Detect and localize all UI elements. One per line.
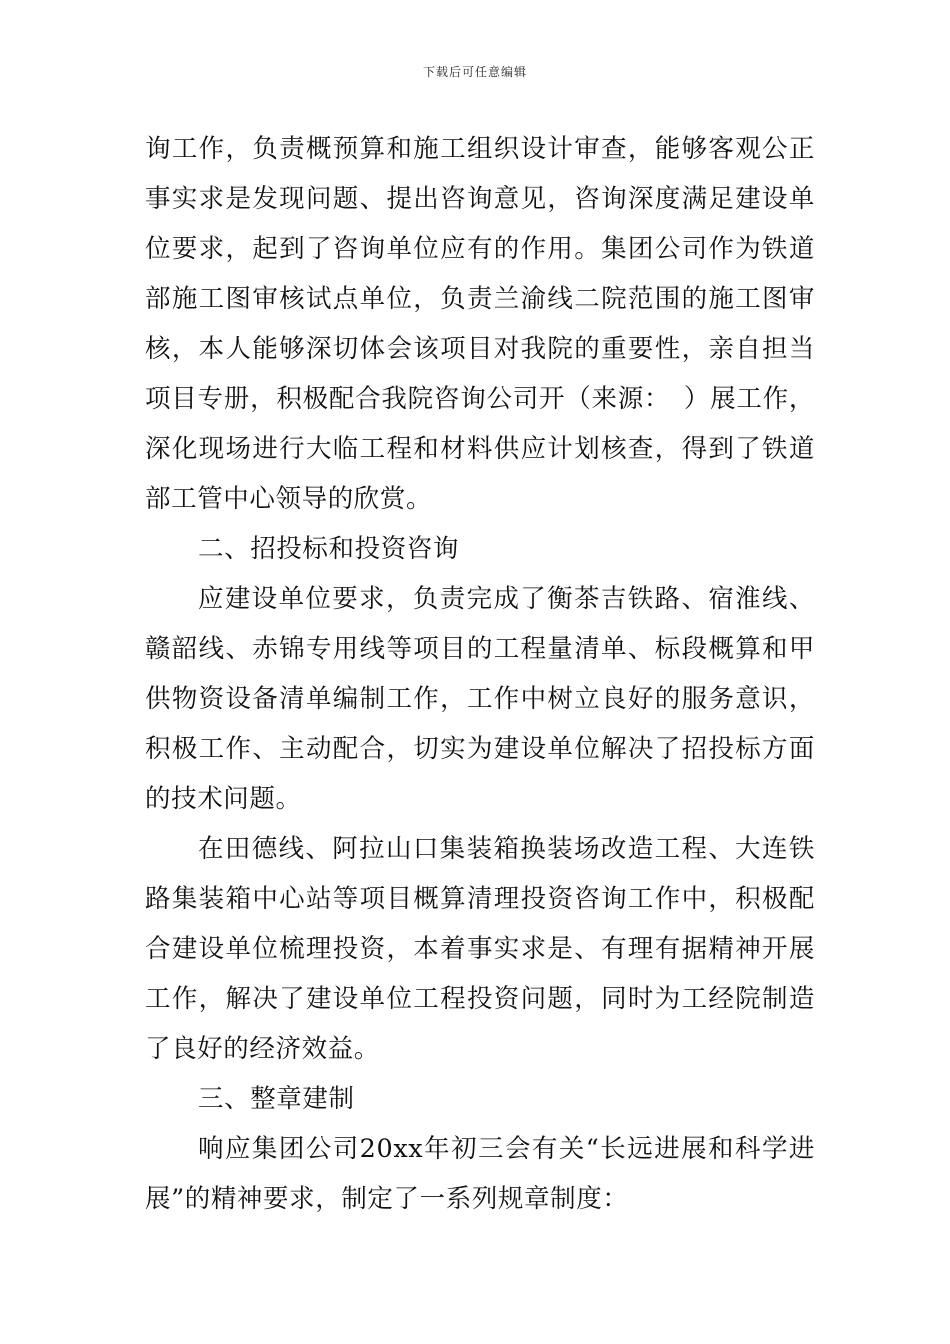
section-heading-regulations: 三、整章建制 bbox=[198, 1084, 355, 1114]
document-body bbox=[145, 124, 815, 1224]
section-heading-bidding: 二、招投标和投资咨询 bbox=[198, 534, 460, 564]
paragraph-bidding-lists: 应建设单位要求，负责完成了衡茶吉铁路、宿淮线、赣韶线、赤锦专用线等项目的工程量清单、标段概算和甲供物资设备清单编制工作，工作中树立良好的服务意识，积极工作、主动配合，切实为建设单位解决了招投标方面的技术问题。 bbox=[145, 584, 815, 814]
page-header bbox=[0, 64, 950, 80]
paragraph-investment-review: 在田德线、阿拉山口集装箱换装场改造工程、大连铁路集装箱中心站等项目概算清理投资咨询工作中，积极配合建设单位梳理投资，本着事实求是、有理有据精神开展工作，解决了建设单位工程投资问题，同时为工经院制造了良好的经济效益。 bbox=[145, 834, 815, 1064]
paragraph-consulting-continued: 询工作，负责概预算和施工组织设计审查，能够客观公正事实求是发现问题、提出咨询意见，咨询深度满足建设单位要求，起到了咨询单位应有的作用。集团公司作为铁道部施工图审核试点单位，负责兰渝线二院范围的施工图审核，本人能够深切体会该项目对我院的重要性，亲自担当项目专册，积极配合我院咨询公司开（来源： ）展工作，深化现场进行大临工程和材料供应计划核查，得到了铁道部工管中心领导的欣赏。 bbox=[145, 134, 815, 514]
paragraph-regulations: 响应集团公司20xx年初三会有关“长远进展和科学进展”的精神要求，制定了一系列规章制度： bbox=[145, 1134, 815, 1214]
header-note: 下载后可任意编辑 bbox=[422, 65, 527, 79]
